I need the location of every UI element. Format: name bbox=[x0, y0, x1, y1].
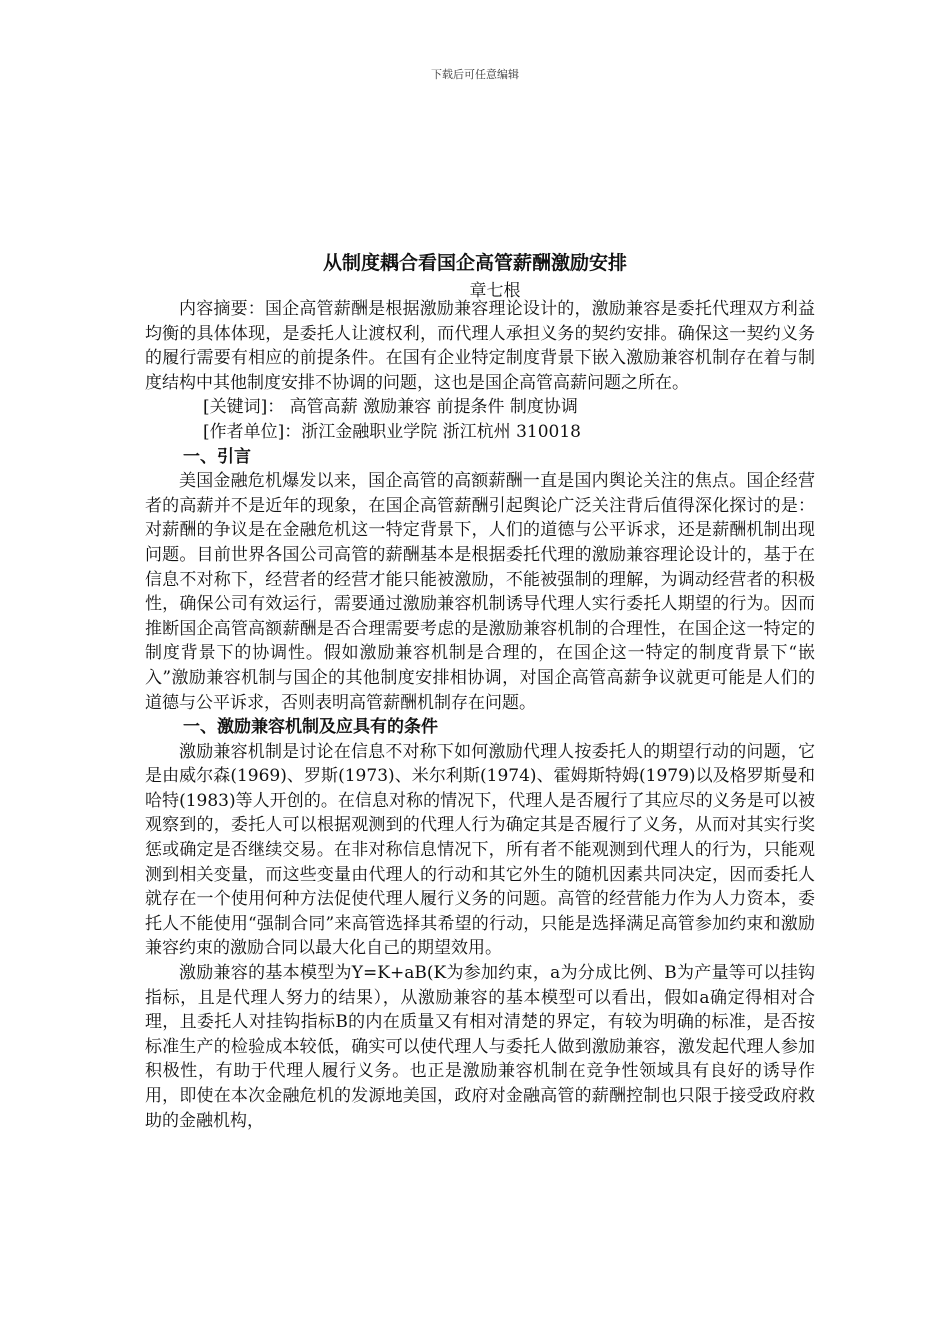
mechanism-paragraph-2: 激励兼容的基本模型为Y=K+aB(K为参加约束，a为分成比例、B为产量等可以挂钩指标，且是代理人努力的结果），从激励兼容的基本模型可以看出，假如a确定得相对合理，且委托人对挂钩指标B的内在质量又有相对清楚的界定，有较为明确的标准，是否按标准生产的检验成本较低，确实可以使代理人与委托人做到激励兼容，激发起代理人参加积极性，有助于代理人履行义务。也正是激励兼容机制在竞争性领域具有良好的诱导作用，即使在本次金融危机的发源地美国，政府对金融高管的薪酬控制也只限于接受政府救助的金融机构， bbox=[145, 963, 815, 1131]
affiliation-line: [作者单位]：浙江金融职业学院 浙江杭州 310018 bbox=[203, 421, 581, 442]
section-heading-intro: 一、引言 bbox=[183, 446, 251, 467]
section-heading-mechanism: 一、激励兼容机制及应具有的条件 bbox=[183, 717, 438, 738]
author-name: 章七根 bbox=[469, 281, 521, 301]
mechanism-paragraph-1: 激励兼容机制是讨论在信息不对称下如何激励代理人按委托人的期望行动的问题，它是由威尔森(1969)、罗斯(1973)、米尔利斯(1974)、霍姆斯特姆(1979)以及格罗斯曼和哈特(1983)等人开创的。在信息对称的情况下，代理人是否履行了其应尽的义务是可以被观察到的，委托人可以根据观测到的代理人行为确定其是否履行了义务，从而对其实行奖惩或确定是否继续交易。在非对称信息情况下，所有者不能观测到代理人的行为，只能观测到相关变量，而这些变量由代理人的行动和其它外生的随机因素共同决定，因而委托人就存在一个使用何种方法促使代理人履行义务的问题。高管的经营能力作为人力资本，委托人不能使用“强制合同”来高管选择其希望的行动，只能是选择满足高管参加约束和激励兼容约束的激励合同以最大化自己的期望效用。 bbox=[145, 741, 815, 959]
article-body bbox=[145, 297, 815, 1133]
intro-paragraph: 美国金融危机爆发以来，国企高管的高额薪酬一直是国内舆论关注的焦点。国企经营者的高薪并不是近年的现象，在国企高管薪酬引起舆论广泛关注背后值得深化探讨的是：对薪酬的争议是在金融危机这一特定背景下，人们的道德与公平诉求，还是薪酬机制出现问题。目前世界各国公司高管的薪酬基本是根据委托代理的激励兼容理论设计的，基于在信息不对称下，经营者的经营才能只能被激励，不能被强制的理解，为调动经营者的积极性，确保公司有效运行，需要通过激励兼容机制诱导代理人实行委托人期望的行为。因而推断国企高管高额薪酬是否合理需要考虑的是激励兼容机制的合理性，在国企这一特定的制度背景下的协调性。假如激励兼容机制是合理的，在国企这一特定的制度背景下“嵌入”激励兼容机制与国企的其他制度安排相协调，对国企高管高薪争议就更可能是人们的道德与公平诉求，否则表明高管薪酬机制存在问题。 bbox=[145, 471, 815, 713]
article-title: 从制度耦合看国企高管薪酬激励安排 bbox=[322, 252, 627, 274]
keywords-line: [关键词]： 高管高薪 激励兼容 前提条件 制度协调 bbox=[203, 397, 578, 418]
header-note: 下载后可任意编辑 bbox=[431, 68, 519, 81]
abstract-paragraph: 内容摘要：国企高管薪酬是根据激励兼容理论设计的，激励兼容是委托代理双方利益均衡的具体体现，是委托人让渡权利，而代理人承担义务的契约安排。确保这一契约义务的履行需要有相应的前提条件。在国有企业特定制度背景下嵌入激励兼容机制存在着与制度结构中其他制度安排不协调的问题，这也是国企高管高薪问题之所在。 bbox=[145, 299, 815, 393]
